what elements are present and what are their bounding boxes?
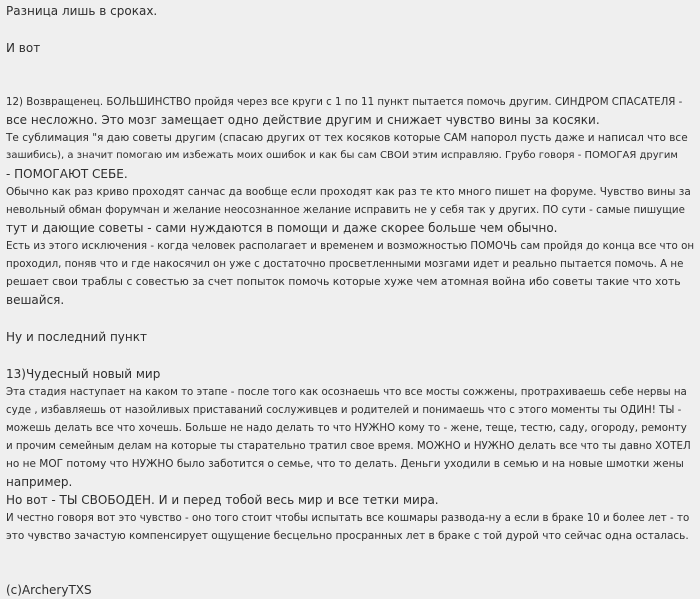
section-13-line: суде , избавляешь от назойливых приставаний сослуживцев и родителей и понимаешь что с этого моменты ты ОДИН! ТЫ - xyxy=(6,404,682,416)
intro-line: Разница лишь в сроках. xyxy=(6,4,158,18)
section-12-line: Обычно как раз криво проходят санчас да вообще если проходят как раз те кто много пишет на форуме. Чувство вины за xyxy=(6,186,691,198)
section-13-line: 13)Чудесный новый мир xyxy=(6,367,161,381)
section-12-line: зашибись), а значит помогаю им избежать моих ошибок и как бы сам СВОИ этим исправляю. Грубо говоря - ПОМОГАЯ другим xyxy=(6,150,678,161)
section-13-line: и прочим семейным делам на которые ты старательно тратил свое время. МОЖНО и НУЖНО делать все что ты давно ХОТЕЛ xyxy=(6,440,691,452)
section-13-line: можешь делать все что хочешь. Больше не надо делать то что НУЖНО кому то - жене, теще, тестю, саду, огороду, ремонту xyxy=(6,422,687,434)
section-12-line: проходил, поняв что и где накосячил он уже с достаточно просветленными мозгами идет и реально пытается помочь. А не xyxy=(6,258,684,270)
section-13-line: но не МОГ потому что НУЖНО было заботится о семье, что то делать. Деньги уходили в семью и на новые шмотки жены xyxy=(6,458,684,470)
spacer xyxy=(6,57,694,93)
section-12-line: Есть из этого исключения - когда человек располагает и временем и возможностью ПОМОЧЬ сам пройдя до конца все что он xyxy=(6,240,695,252)
spacer xyxy=(6,346,694,365)
section-12-line: - ПОМОГАЮТ СЕБЕ. xyxy=(6,167,128,181)
section-12-line: вешайся. xyxy=(6,293,65,307)
spacer xyxy=(6,545,694,581)
section-12-line: невольный обман форумчан и желание неосознанное желание исправить не у себя так у других. ПО сути - самые пишущие xyxy=(6,204,685,216)
section-12-line: решает свои траблы с совестью за счет попыток помочь которые хуже чем атомная война ибо советы такие что хоть xyxy=(6,275,681,288)
section-13-line: Эта стадия наступает на каком то этапе - после того как осознаешь что все мосты сожжены, протрахиваешь себе нервы на xyxy=(6,386,687,398)
spacer xyxy=(6,309,694,328)
section-12-line: Те сублимация "я даю советы другим (спасаю других от тех косяков которые САМ напорол пусть даже и написал что все xyxy=(6,132,688,144)
spacer xyxy=(6,20,694,39)
intro-line: И вот xyxy=(6,41,41,55)
section-12 xyxy=(6,93,694,309)
section-12-line: все несложно. Это мозг замещает одно действие другим и снижает чувство вины за косяки. xyxy=(6,113,600,127)
signature: (c)ArcheryTXS xyxy=(6,583,92,597)
section-13-line: например. xyxy=(6,475,73,489)
section-13-line: Но вот - ТЫ СВОБОДЕН. И и перед тобой весь мир и все тетки мира. xyxy=(6,493,439,507)
section-13-line: И честно говоря вот это чувство - оно того стоит чтобы испытать все кошмары развода-ну а если в браке 10 и более лет - то xyxy=(6,512,690,524)
section-12-line: тут и дающие советы - сами нуждаются в помощи и даже скорее больше чем обычно. xyxy=(6,221,558,235)
section-13-line: это чувство зачастую компенсирует ощущение бесцельно просранных лет в браке с той дурой что сейчас одна осталась. xyxy=(6,530,689,542)
last-point-heading: Ну и последний пункт xyxy=(6,330,147,344)
section-12-line: 12) Возвращенец. БОЛЬШИНСТВО пройдя через все круги с 1 по 11 пункт пытается помочь другим. СИНДРОМ СПАСАТЕЛЯ - xyxy=(6,96,683,108)
section-13 xyxy=(6,365,694,545)
